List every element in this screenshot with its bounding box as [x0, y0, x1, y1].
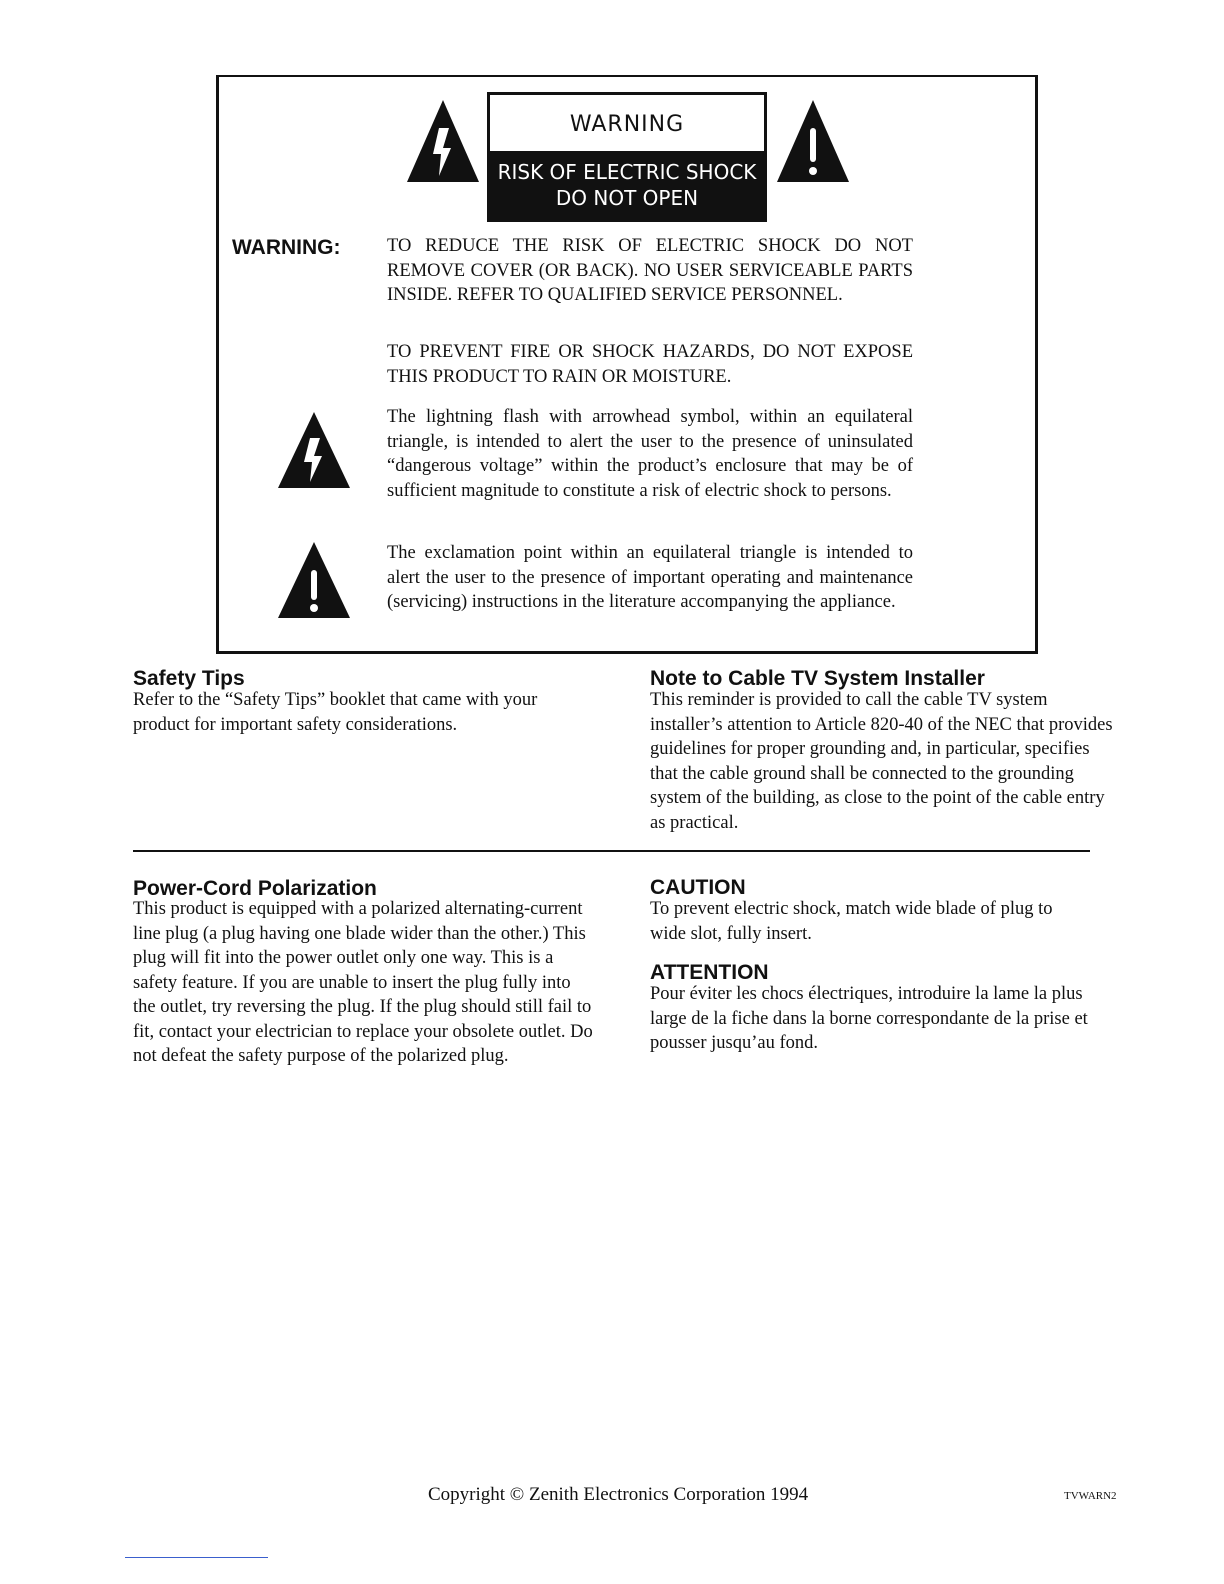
warning-sign [487, 92, 767, 222]
attention-heading: ATTENTION [650, 961, 769, 984]
power-cord-text: This product is equipped with a polarized alternating-current line plug (a plug having one blade wider than the other.) This plug will fit into the power outlet only one way. This is a safety feature. If you are unable to insert the plug fully into the outlet, try reversing the plug. If the plug should still fail to fit, contact your electrician to replace your obsolete outlet. Do not defeat the safety purpose of the polarized plug. [133, 899, 593, 1066]
lightning-triangle-icon [405, 98, 481, 184]
safety-tips-heading: Safety Tips [133, 667, 245, 690]
safety-tips-text: Refer to the “Safety Tips” booklet that came with your product for important safety considerations. [133, 690, 538, 735]
caution-text: To prevent electric shock, match wide blade of plug to wide slot, fully insert. [650, 899, 1053, 944]
lightning-explanation: The lightning flash with arrowhead symbol, within an equilateral triangle, is intended to alert the user to the presence of uninsulated “dangerous voltage” within the product’s enclosure that may be of sufficient magnitude to constitute a risk of electric shock to persons. [387, 407, 913, 501]
cable-installer-text: This reminder is provided to call the cable TV system installer’s attention to Article 820-40 of the NEC that provides guidelines for proper grounding and, in particular, specifies that the cable ground shall be connected to the grounding system of the building, as close to the point of the cable entry as practical. [650, 690, 1113, 833]
sign-line2: DO NOT OPEN [555, 186, 699, 210]
exclamation-triangle-icon [276, 540, 352, 620]
lightning-triangle-icon [276, 410, 352, 490]
attention-text: Pour éviter les chocs électriques, introduire la lame la plus large de la fiche dans la borne correspondante de la prise et pousser jusqu’au fond. [650, 984, 1088, 1053]
exclamation-explanation: The exclamation point within an equilateral triangle is intended to alert the user to the presence of important operating and maintenance (servicing) instructions in the literature accompanying the appliance. [387, 543, 913, 612]
sign-title: WARNING [569, 112, 685, 137]
section-divider [133, 850, 1090, 852]
caution-heading: CAUTION [650, 876, 746, 899]
power-cord-heading: Power-Cord Polarization [133, 877, 377, 900]
warning-text-2: TO PREVENT FIRE OR SHOCK HAZARDS, DO NOT EXPOSE THIS PRODUCT TO RAIN OR MOISTURE. [387, 342, 913, 387]
exclamation-triangle-icon [775, 98, 851, 184]
cable-installer-heading: Note to Cable TV System Installer [650, 667, 985, 690]
document-code: TVWARN2 [1064, 1490, 1117, 1502]
footer-line [125, 1557, 268, 1558]
sign-line1: RISK OF ELECTRIC SHOCK [497, 160, 757, 184]
warning-text-1: TO REDUCE THE RISK OF ELECTRIC SHOCK DO NOT REMOVE COVER (OR BACK). NO USER SERVICEABLE PARTS INSIDE. REFER TO QUALIFIED SERVICE PERSONNEL. [387, 236, 913, 305]
warning-label: WARNING: [232, 236, 341, 259]
copyright: Copyright © Zenith Electronics Corporation 1994 [428, 1484, 809, 1505]
